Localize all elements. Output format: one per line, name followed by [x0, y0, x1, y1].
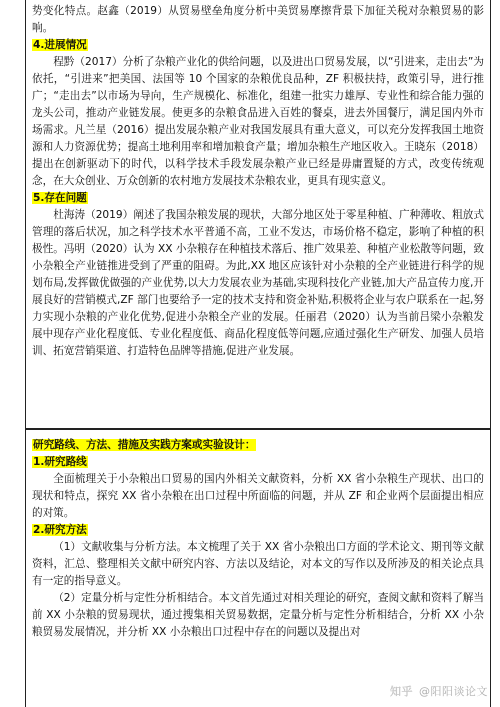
progress-paragraph: 程黔（2017）分析了杂粮产业化的供给问题，以及进出口贸易发展，以“引进来，走出去”为依托，“引进来”把美国、法国等 10 个国家的杂粮优良品种，ZF 积极扶持，政策引导，进行推广；“走出去”以市场为导向，生产规模化、标准化，组建一批实力雄厚、专业性和综合能力强的龙头公司，推动产业链发展。使更多的杂粮食品进入百姓的餐桌，进去外国餐厅，满足国内外市场需求。凡兰星（2016）提出发展杂粮产业对我国发展具有重大意义，可以充分发挥我国土地资源和人力资源优势；提高土地利用率和增加粮食产量；增加杂粮生产地区收入。王晓东（2018）提出在创新驱动下的时代，以科学技术手段发展杂粮产业已经是毋庸置疑的方式，改变传统观念，在大众创业、万众创新的农村地方发展技术杂粮农业，更具有现实意义。 [32, 56, 484, 187]
watermark-text: @阳阳谈论文 [419, 685, 488, 698]
methods-heading: 2.研究方法 [33, 524, 87, 536]
intro-paragraph: 势变化特点。赵鑫（2019）从贸易壁垒角度分析中美贸易摩擦背景下加征关税对杂粮贸易的影响。 [32, 5, 484, 34]
progress-heading-line [32, 37, 484, 54]
problems-heading-line [32, 190, 484, 207]
problems-paragraph: 杜海涛（2019）阐述了我国杂粮发展的现状，大部分地区处于零星种植、广种薄收、粗放式管理的落后状况，加之科学技术水平普通不高，工业不发达，市场价格不稳定，影响了种植的积极性。冯明（2020）认为 XX 小杂粮存在种植技术落后、推广效果差、种植产业松散等问题，致小杂粮全产业链推进受到了严重的阻碍。为此,XX 地区应该针对小杂粮的全产业链进行科学的规划布局,发挥做优做强的产业优势,以大力发展农业为基础,实现科技化产业链,加大产品宣传力度,开展良好的营销模式,ZF 部门也要给予一定的技术支持和资金补贴,积极将企业与农户联系在一起,努力实现小杂粮的产业化优势,促进小杂粮全产业的发展。任丽君（2020）认为当前吕梁小杂粮发展中现存产业化程度低、专业化程度低、商品化程度低等问题,应通过强化生产研发、加强人员培训、拓宽营销渠道、打造特色品牌等措施,促进产业发展。 [32, 209, 484, 357]
zhihu-logo: 知乎 [390, 685, 413, 698]
literature-review-box [25, 0, 491, 429]
zhihu-watermark [390, 683, 488, 699]
method-1-paragraph: （1）文献收集与分析方法。本文梳理了关于 XX 省小杂粮出口方面的学术论文、期刊等文献资料，汇总、整理相关文献中研究内容、方法以及结论，对本文的写作以及所涉及的相关论点具有一定的指导意义。 [32, 541, 484, 587]
methods-heading-line [32, 522, 484, 539]
research-design-title-line [32, 437, 484, 454]
route-heading-line [32, 454, 484, 471]
research-design-title: 研究路线、方法、措施及实践方案或实验设计： [33, 439, 256, 451]
route-heading: 1.研究路线 [33, 456, 87, 468]
research-design-box [25, 429, 491, 707]
problems-heading: 5.存在问题 [33, 192, 87, 204]
progress-heading: 4.进展情况 [33, 39, 87, 51]
method-2-paragraph: （2）定量分析与定性分析相结合。本文首先通过对相关理论的研究，查阅文献和资料了解当前 XX 小杂粮的贸易现状，通过搜集相关贸易数据，定量分析与定性分析相结合，分析 XX 小杂粮贸易发展情况，并分析 XX 小杂粮出口过程中存在的问题以及提出对 [32, 592, 484, 638]
route-paragraph: 全面梳理关于小杂粮出口贸易的国内外相关文献资料，分析 XX 省小杂粮生产现状、出口的现状和特点，探究 XX 省小杂粮在出口过程中所面临的问题，并从 ZF 和企业两个层面提出相应的对策。 [32, 473, 484, 519]
